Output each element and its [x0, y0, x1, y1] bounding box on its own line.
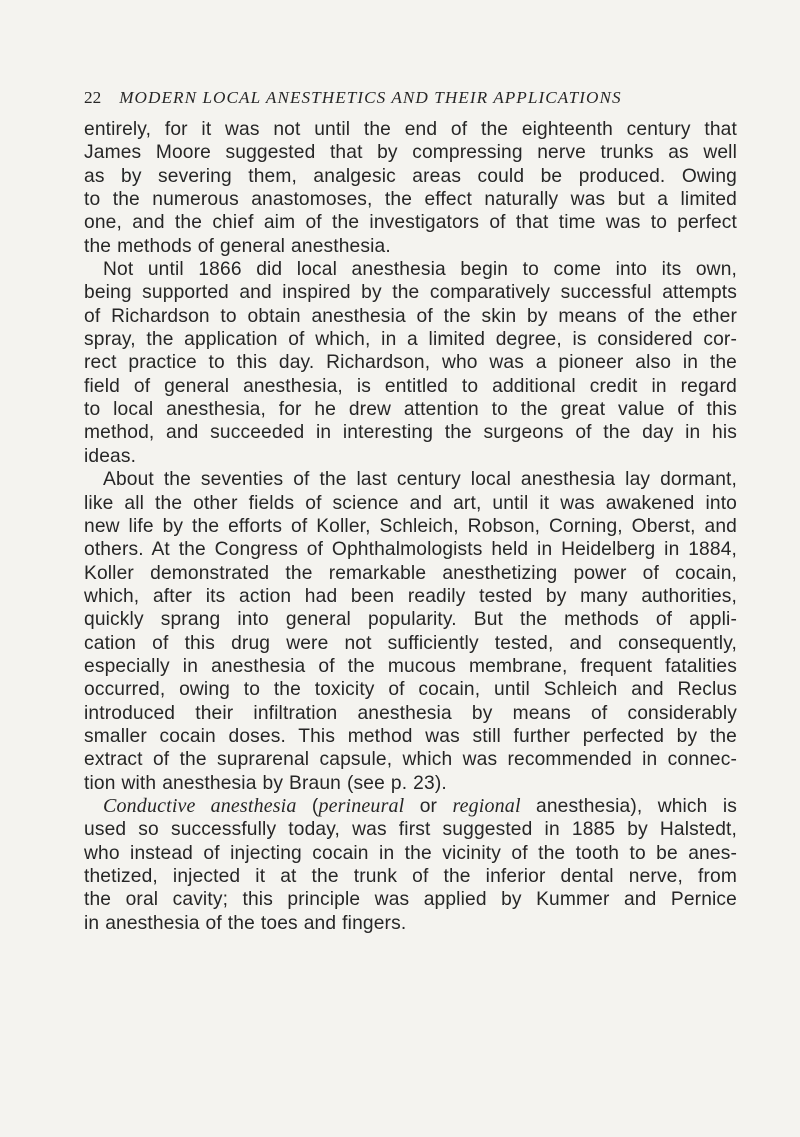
text-line: method, and succeeded in interesting the surgeons of the day in his — [84, 422, 737, 444]
text-line: extract of the suprarenal capsule, which was recommended in connec- — [84, 749, 737, 771]
text-line: especially in anesthesia of the mucous membrane, frequent fatalities — [84, 655, 737, 677]
text-line: like all the other fields of science and art, until it was awakened into — [84, 492, 737, 514]
text-line: tion with anesthesia by Braun (see p. 23). — [84, 772, 447, 794]
page-number: 22 — [84, 88, 102, 107]
body-text — [84, 118, 737, 935]
text-run: anesthesia), which is — [520, 795, 738, 817]
text-line: being supported and inspired by the comparatively successful attempts — [84, 282, 737, 304]
text-line: the methods of general anesthesia. — [84, 235, 391, 257]
text-line: smaller cocain doses. This method was still further perfected by the — [84, 725, 737, 747]
text-line: new life by the efforts of Koller, Schleich, Robson, Corning, Oberst, and — [84, 515, 737, 537]
text-line: James Moore suggested that by compressing nerve trunks as well — [84, 142, 737, 164]
text-line: one, and the chief aim of the investigators of that time was to perfect — [84, 212, 737, 234]
text-run: ( — [296, 795, 319, 817]
text-line: thetized, injected it at the trunk of the inferior dental nerve, from — [84, 866, 737, 887]
text-line: entirely, for it was not until the end of the eighteenth century that — [84, 119, 737, 140]
text-line: spray, the application of which, in a limited degree, is considered cor- — [84, 329, 737, 351]
text-line: ideas. — [84, 445, 137, 467]
text-line: to the numerous anastomoses, the effect naturally was but a limited — [84, 189, 737, 211]
text-line-mixed — [84, 795, 737, 818]
text-line: quickly sprang into general popularity. But the methods of appli- — [84, 609, 737, 631]
text-line: as by severing them, analgesic areas could be produced. Owing — [84, 165, 737, 187]
text-line: who instead of injecting cocain in the vicinity of the tooth to be anes- — [84, 842, 737, 864]
text-line: rect practice to this day. Richardson, who was a pioneer also in the — [84, 352, 737, 374]
running-head — [84, 88, 734, 110]
text-line: to local anesthesia, for he drew attention to the great value of this — [84, 399, 737, 421]
italic-term: perineural — [318, 794, 405, 817]
text-line: field of general anesthesia, is entitled to additional credit in regard — [84, 375, 737, 397]
text-line: Not until 1866 did local anesthesia begin to come into its own, — [103, 259, 737, 281]
text-line: introduced their infiltration anesthesia by means of considerably — [84, 702, 737, 724]
text-line: the oral cavity; this principle was applied by Kummer and Pernice — [84, 889, 737, 911]
text-line: of Richardson to obtain anesthesia of the skin by means of the ether — [84, 305, 737, 327]
text-line: About the seventies of the last century local anesthesia lay dormant, — [103, 469, 737, 491]
text-line: occurred, owing to the toxicity of cocain, until Schleich and Reclus — [84, 679, 737, 701]
italic-term: regional — [452, 794, 521, 817]
text-run: or — [404, 795, 453, 817]
text-line: cation of this drug were not sufficiently tested, and consequently, — [84, 632, 737, 654]
text-line: Koller demonstrated the remarkable anesthetizing power of cocain, — [84, 562, 737, 584]
italic-term: Conductive anesthesia — [103, 794, 297, 817]
text-line: others. At the Congress of Ophthalmologists held in Heidelberg in 1884, — [84, 539, 737, 561]
running-head-title: MODERN LOCAL ANESTHETICS AND THEIR APPLICATIONS — [119, 88, 622, 107]
text-line: used so successfully today, was first suggested in 1885 by Halstedt, — [84, 819, 737, 841]
text-line: in anesthesia of the toes and fingers. — [84, 912, 407, 934]
text-line: which, after its action had been readily tested by many authorities, — [84, 585, 737, 607]
